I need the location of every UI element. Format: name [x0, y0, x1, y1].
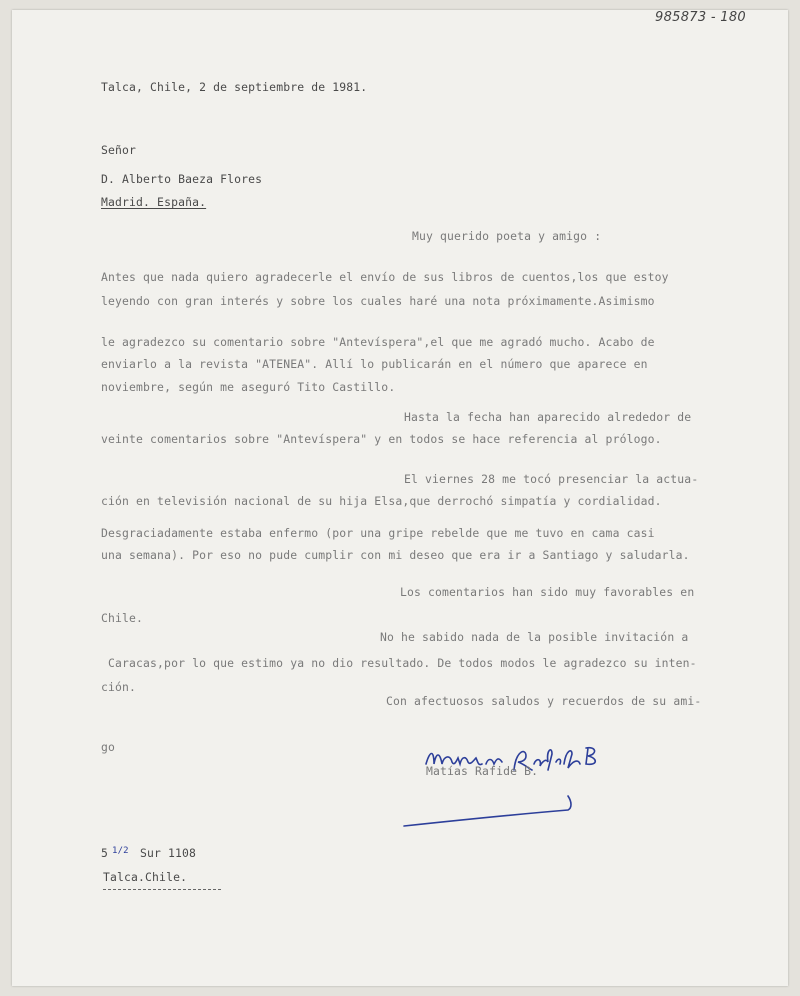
place-date: Talca, Chile, 2 de septiembre de 1981. [101, 80, 368, 94]
body-line: enviarlo a la revista "ATENEA". Allí lo publicarán en el número que aparece en [101, 357, 648, 371]
body-line: Chile. [101, 611, 144, 625]
typed-signature: Matías Rafide B. [426, 764, 539, 778]
body-line: Antes que nada quiero agradecerle el envío de sus libros de cuentos,los que estoy [101, 270, 669, 284]
address-fraction: 1/2 [112, 846, 129, 856]
closing-line: Con afectuosos saludos y recuerdos de su ami- [386, 694, 702, 708]
body-line: ción. [101, 680, 137, 694]
address-city: Talca.Chile. [103, 870, 188, 884]
body-line: veinte comentarios sobre "Antevíspera" y en todos se hace referencia al prólogo. [101, 432, 662, 446]
body-line: noviembre, según me aseguró Tito Castillo. [101, 380, 396, 394]
signature-flourish [400, 792, 580, 832]
body-line: Desgraciadamente estaba enfermo (por una gripe rebelde que me tuvo en cama casi [101, 526, 655, 540]
salutation-title: Señor [101, 143, 137, 157]
recipient-name: D. Alberto Baeza Flores [101, 172, 263, 186]
body-line: ción en televisión nacional de su hija Elsa,que derrochó simpatía y cordialidad. [101, 494, 662, 508]
greeting: Muy querido poeta y amigo : [412, 229, 602, 243]
body-line: Hasta la fecha han aparecido alrededor de [404, 410, 692, 424]
archive-number: 985873 - 180 [655, 10, 746, 25]
address-street: Sur 1108 [140, 846, 197, 860]
body-line: No he sabido nada de la posible invitación a [380, 630, 689, 644]
recipient-location: Madrid. España. [101, 195, 207, 209]
address-underline [103, 889, 221, 890]
body-line: Caracas,por lo que estimo ya no dio resultado. De todos modos le agradezco su inten- [108, 656, 697, 670]
body-line: leyendo con gran interés y sobre los cuales haré una nota próximamente.Asimismo [101, 294, 655, 308]
body-line: El viernes 28 me tocó presenciar la actua- [404, 472, 699, 486]
body-line: le agradezco su comentario sobre "Antevíspera",el que me agradó mucho. Acabo de [101, 335, 655, 349]
closing-line: go [101, 740, 116, 754]
body-line: Los comentarios han sido muy favorables en [400, 585, 695, 599]
body-line: una semana). Por eso no pude cumplir con mi deseo que era ir a Santiago y saludarla. [101, 548, 690, 562]
address-number: 5 [101, 846, 109, 860]
